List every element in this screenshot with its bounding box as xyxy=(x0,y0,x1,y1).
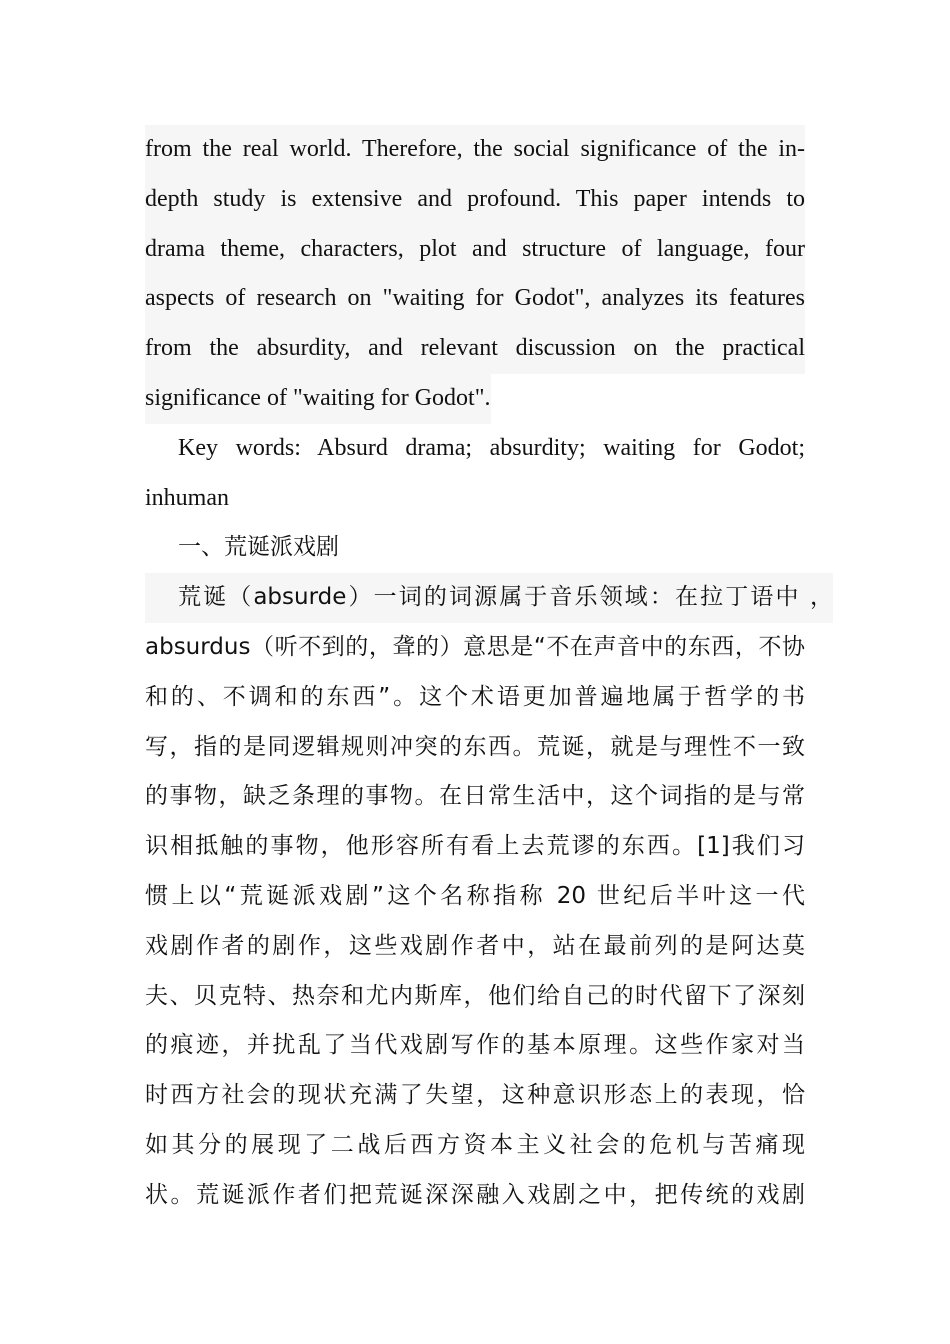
body-line: absurdus（听不到的，聋的）意思是“不在声音中的东西，不协 xyxy=(145,633,805,660)
body-line: 戏剧作者的剧作，这些戏剧作者中，站在最前列的是阿达莫 xyxy=(145,932,805,959)
keywords-paragraph xyxy=(145,424,805,524)
body-line: 状。荒诞派作者们把荒诞深深融入戏剧之中，把传统的戏剧 xyxy=(145,1181,805,1208)
abstract-line: from the absurdity, and relevant discussion on the practical xyxy=(145,324,805,374)
body-line: 荒诞（absurde）一词的词源属于音乐领域：在拉丁语中 ， xyxy=(145,573,833,623)
abstract-paragraph xyxy=(145,125,805,424)
section-heading: 一、荒诞派戏剧 xyxy=(178,534,339,561)
body-line: 时西方社会的现状充满了失望，这种意识形态上的表现，恰 xyxy=(145,1082,805,1109)
abstract-line: from the real world. Therefore, the social significance of the in- xyxy=(145,125,805,175)
body-line: 夫、贝克特、热奈和尤内斯库，他们给自己的时代留下了深刻 xyxy=(145,982,805,1009)
abstract-line: aspects of research on "waiting for Godot", analyzes its features xyxy=(145,274,805,324)
body-line: 写，指的是同逻辑规则冲突的东西。荒诞，就是与理性不一致 xyxy=(145,733,805,760)
abstract-line: depth study is extensive and profound. This paper intends to xyxy=(145,175,805,225)
keywords-line-last: inhuman xyxy=(145,484,229,511)
body-paragraph xyxy=(145,573,833,1220)
body-line: 惯上以“荒诞派戏剧”这个名称指称 20 世纪后半叶这一代 xyxy=(145,882,805,909)
body-line: 识相抵触的事物，他形容所有看上去荒谬的东西。[1]我们习 xyxy=(145,833,805,860)
abstract-line: drama theme, characters, plot and structure of language, four xyxy=(145,225,805,275)
body-line: 的痕迹，并扰乱了当代戏剧写作的基本原理。这些作家对当 xyxy=(145,1032,805,1059)
body-line: 如其分的展现了二战后西方资本主义社会的危机与苦痛现 xyxy=(145,1131,805,1158)
abstract-line-last: significance of "waiting for Godot". xyxy=(145,374,491,424)
keywords-line: Key words: Absurd drama; absurdity; waiting for Godot; xyxy=(178,434,805,461)
body-line: 和的、不调和的东西”。这个术语更加普遍地属于哲学的书 xyxy=(145,683,805,710)
document-text xyxy=(145,125,833,1221)
body-line: 的事物，缺乏条理的事物。在日常生活中，这个词指的是与常 xyxy=(145,783,805,810)
